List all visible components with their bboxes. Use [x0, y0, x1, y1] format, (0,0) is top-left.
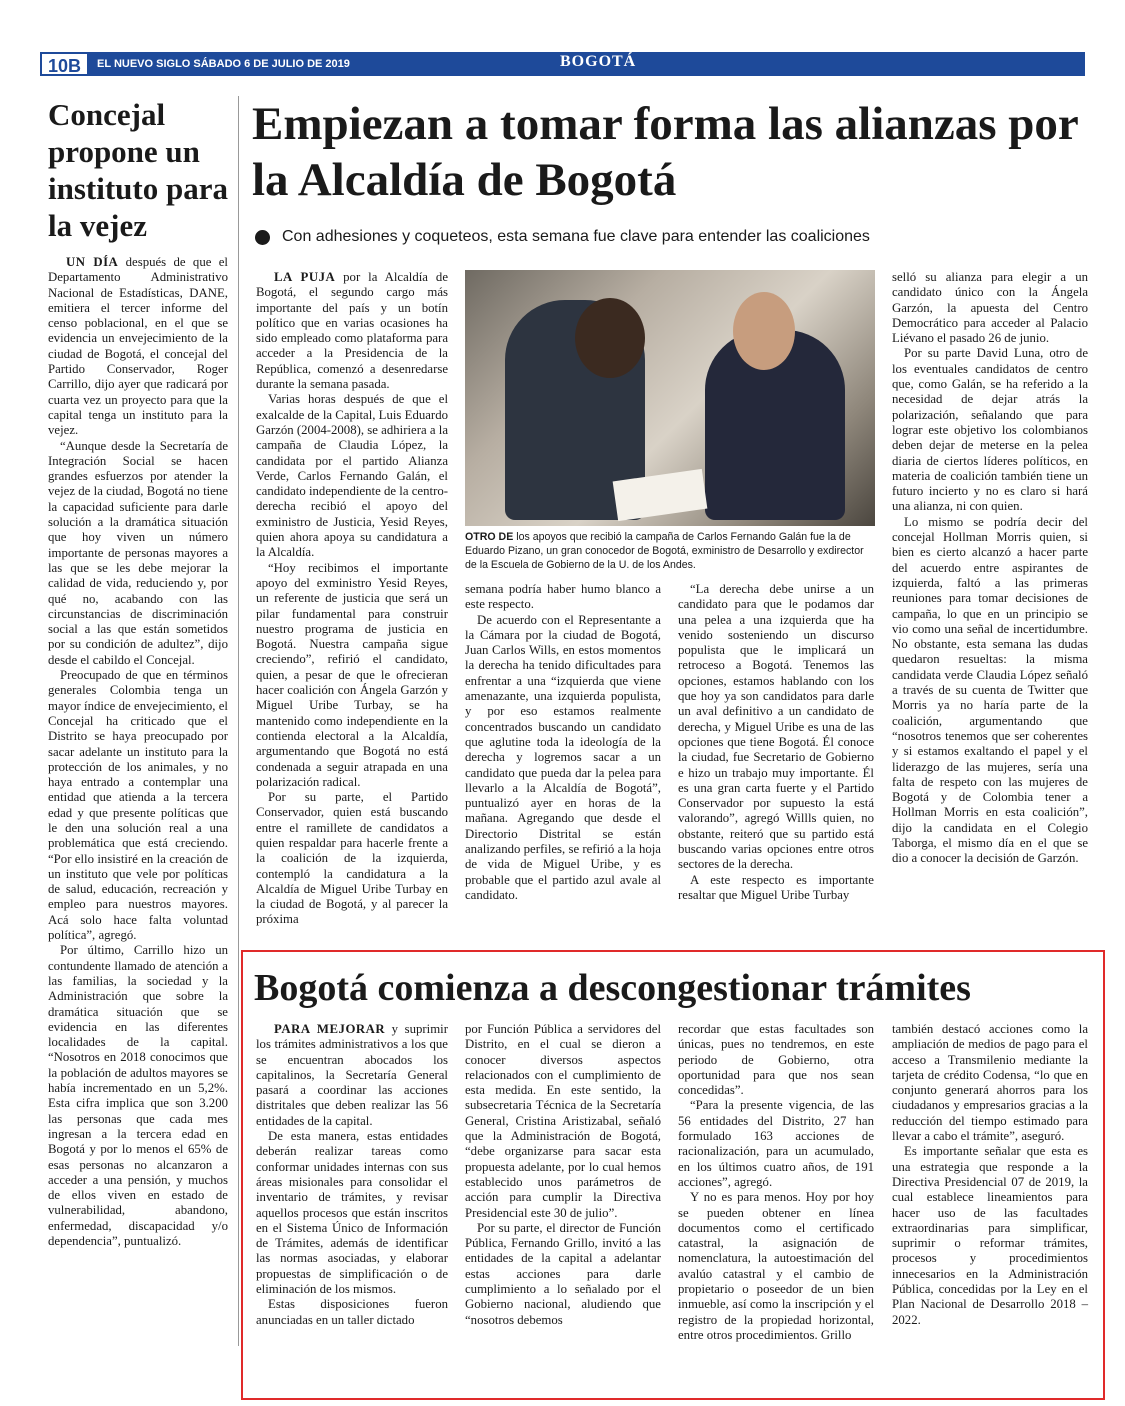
boxed-article-column-1 — [256, 1022, 448, 1328]
paragraph: Lo mismo se podría decir del concejal Hollman Morris quien, si bien es cierto alcanzó a hacer parte del acuerdo entre aspirantes de izquierda, faltó a las primeras reuniones para tomar decisiones de campaña, lo que en un principio se vio como una señal de incertidumbre. No obstante, esta semana las dudas quedaron resueltas: la misma candidata verde Claudia López señaló a través de su cuenta de Twitter que Morris ya no haría parte de la coalición, argumentando que “nosotros tenemos que ser coherentes y si estamos exaltando el papel y el liderazgo de las mujeres, sería una falta de respeto con las mujeres de Bogotá y de Colombia tener a Hollman Morris en esta coalición”, dijo la candidata en el Colegio Taborga, el mismo día en el que se dio a conocer la decisión de Garzón. — [892, 514, 1088, 866]
paragraph: De acuerdo con el Representante a la Cámara por la ciudad de Bogotá, Juan Carlos Wills, en estos momentos la derecha ha tenido dificultades para enfrentar a una “izquierda que viene amenazante, una izquierda populista, y por eso estamos realmente concentrados buscando un candidato que aglutine toda la ideología de la derecha y logremos sacar a un candidato que pueda dar la pelea para llevarlo a la Alcaldía de Bogotá”, puntualizó ayer en horas de la mañana. Agregando que desde el Directorio Distrital se están analizando perfiles, se refirió a la hoja de vida de Miguel Uribe, y es probable que el partido azul avale al candidato. — [465, 612, 661, 902]
paragraph: Preocupado de que en términos generales Colombia tenga un mayor índice de envejecimiento, el Concejal ha criticado que el Distrito se haya preocupado por sacar adelante un instituto para la protección de los animales, y no haya entrado a contemplar una entidad que atienda a la tercera edad y que presente políticas que le den una solución real a una problemática que está creciendo. “Por ello insistiré en la creación de un instituto que vele por políticas de salud, educación, recreación y empleo para nuestros mayores. Acá solo hace falta voluntad política”, agregó. — [48, 668, 228, 943]
lead-word: PARA MEJORAR — [274, 1022, 386, 1036]
caption-text: los apoyos que recibió la campaña de Carlos Fernando Galán fue la de Eduardo Pizano, un gran conocedor de Bogotá, exministro de Desarrollo y exdirector de la Escuela de Gobierno de la U. de los Andes. — [465, 531, 864, 571]
boxed-article-column-2 — [465, 1022, 661, 1328]
paragraph: Estas disposiciones fueron anunciadas en un taller dictado — [256, 1297, 448, 1327]
paragraph-text: por la Alcaldía de Bogotá, el segundo cargo más importante del país y un botín político que en varias ocasiones ha sido empleado como plataforma para acceder a la Presidencia de la República, comenzó a desenredarse durante la semana pasada. — [256, 270, 449, 392]
caption-lead: OTRO DE — [465, 531, 514, 543]
page-header — [40, 52, 1085, 76]
paragraph: Por su parte David Luna, otro de los eventuales candidatos de centro que, como Galán, se ha referido a la necesidad de dejar atrás la polarización, señalando que para lograr este objetivo los colombianos deben dejar de meterse en la pelea diaria de ciertos líderes políticos, en materia de coalición también tiene un futuro incierto y no es claro si hará una alianza, ni con quien. — [892, 346, 1088, 514]
paragraph: Por su parte, el Partido Conservador, quien está buscando entre el ramillete de candidatos a quien respaldar para hacerle frente a la coalición de la izquierda, contempló la candidatura a la Alcaldía de Miguel Uribe Turbay en la ciudad de Bogotá, y al parecer la próxima — [256, 790, 448, 927]
photo-caption — [465, 530, 877, 572]
paragraph: “Hoy recibimos el importante apoyo del exministro Yesid Reyes, un referente de justicia que será un pilar fundamental para construir nuestro programa de justicia en Bogotá. Nuestra campaña sigue creciendo”, refirió el candidato, quien, a pesar de que le ofrecieran hacer coalición con Ángela Garzón y Miguel Uribe Turbay, se ha mantenido como independiente en la contienda electoral a la Alcaldía, argumentando que Bogotá no está condenada a seguir atrapada en una polarización radical. — [256, 560, 448, 789]
person-head — [733, 292, 795, 370]
paragraph: por Función Pública a servidores del Distrito, en el cual se dieron a conocer diversos aspectos relacionados con el cumplimiento de esta medida. En este sentido, la subsecretaria Técnica de la Secretaría General, Cristina Aristizabal, señaló que la Administración de Bogotá, “debe organizarse para sacar esta propuesta adelante, por lo cual hemos establecido unos parámetros de acción para cumplir la Directiva Presidencial este 30 de julio”. — [465, 1022, 661, 1220]
main-article-column-4 — [892, 270, 1088, 867]
main-article-column-3 — [678, 582, 874, 903]
paragraph: también destacó acciones como la ampliación de medios de pago para el acceso a Transmilenio mediante la tarjeta de crédito Codensa, “lo que en conjunto generará ahorros para los ciudadanos y empresarios gracias a la reducción del tiempo estimado para llevar a cabo el trámite”, aseguró. — [892, 1022, 1088, 1144]
paragraph: semana podría haber humo blanco a este respecto. — [465, 582, 661, 612]
boxed-article-column-3 — [678, 1022, 874, 1343]
paragraph: Varias horas después de que el exalcalde de la Capital, Luis Eduardo Garzón (2004-2008), se adhiriera a la campaña de Claudia López, la candidata por el partido Alianza Verde, Carlos Fernando Galán, el candidato independiente de la centro-derecha recibió el apoyo del exministro de Justicia, Yesid Reyes, quien ahora apoya su candidatura a la Alcaldía. — [256, 392, 448, 560]
paragraph: selló su alianza para elegir a un candidato único con la Ángela Garzón, la apuesta del Centro Democrático para acceder al Palacio Liévano el pasado 26 de junio. — [892, 270, 1088, 346]
sidebar-article-title: Concejal propone un instituto para la vejez — [48, 97, 228, 243]
boxed-article-column-4 — [892, 1022, 1088, 1328]
page-number: 10B — [40, 52, 89, 76]
publication-date-line: EL NUEVO SIGLO SÁBADO 6 DE JULIO DE 2019 — [97, 58, 350, 70]
paragraph: A este respecto es importante resaltar que Miguel Uribe Turbay — [678, 872, 874, 902]
boxed-article-title: Bogotá comienza a descongestionar trámites — [254, 967, 971, 1009]
paragraph: Por último, Carrillo hizo un contundente llamado de atención a las familias, la sociedad y la Administración que sobre la dramática situación que se evidencia en las diferentes localidades de la capital. “Nosotros en 2018 conocimos que la población de adultos mayores se había incrementado en un 5,2%. Esta cifra implica que son 3.200 las personas que cada mes ingresan a la tercera edad en Bogotá y por lo menos el 65% de esas personas no alcanzaron a acceder a una pensión, y muchos de ellos viven en estado de vulnerabilidad, abandono, enfermedad, discapacidad y/o dependencia”, puntualizó. — [48, 943, 228, 1248]
paragraph: Es importante señalar que esta es una estrategia que responde a la Directiva Presidencial 07 de 2019, la cual establece lineamientos para hacer uso de las facultades extraordinarias para simplificar, suprimir o reformar trámites, procesos y procedimientos innecesarios en la Administración Pública, concedidas por la Ley en el Plan Nacional de Desarrollo 2018 – 2022. — [892, 1144, 1088, 1327]
article-photo — [465, 270, 875, 526]
paragraph — [256, 1022, 448, 1129]
main-article-column-2 — [465, 582, 661, 903]
sidebar-article-body — [48, 255, 228, 1249]
paragraph: Por su parte, el director de Función Pública, Fernando Grillo, invitó a las entidades de la capital a adelantar estas acciones para darle cumplimiento a lo señalado por el Gobierno nacional, aludiendo que “nosotros debemos — [465, 1220, 661, 1327]
paragraph-text: y suprimir los trámites administrativos a los que se encuentran abocados los capitalinos, la Secretaría General pasará a coordinar las acciones distritales que deben realizar las 56 entidades de la capital. — [256, 1022, 448, 1128]
main-article-subtitle — [255, 228, 870, 246]
subtitle-text: Con adhesiones y coqueteos, esta semana fue clave para entender las coaliciones — [282, 228, 870, 245]
paragraph: “La derecha debe unirse a un candidato para que le podamos dar una pelea a una izquierda que ha venido sosteniendo un discurso populista que le implicará un retroceso a Bogotá. Tenemos las opciones, estamos hablando con los que hoy ya son candidatos para darle un aval definitivo a un candidato de derecha, y Miguel Uribe es una de las opciones que tiene Bogotá. Él conoce la ciudad, fue Secretario de Gobierno e hizo un trabajo muy importante. Él es una gran carta fuerte y el Partido Conservador por supuesto la está valorando”, agregó Willls quien, no obstante, reiteró que su partido está buscando varias opciones entre otros sectores de la derecha. — [678, 582, 874, 872]
lead-word: LA PUJA — [274, 270, 336, 284]
paragraph: De esta manera, estas entidades deberán realizar tareas como conformar unidades internas con sus áreas misionales para consolidar el inventario de trámites, y revisar aquellos procesos que están inscritos en el Sistema Único de Información de Trámites, además de identificar las normas asociadas, y elaborar propuestas de simplificación o de eliminación de los mismos. — [256, 1129, 448, 1297]
paragraph — [256, 270, 448, 392]
paragraph-text: después de que el Departamento Administrativo Nacional de Estadísticas, DANE, emitiera el tercer informe del censo poblacional, en el que se evidencia un envejecimiento de la ciudad de Bogotá, el concejal del Partido Conservador, Roger Carrillo, dijo ayer que radicará por cuarta vez un proyecto para que la capital tenga un instituto para la vejez. — [48, 255, 228, 438]
paragraph: “Para la presente vigencia, de las 56 entidades del Distrito, 27 han formulado 163 acciones de racionalización, para un acumulado, en los últimos cuatro años, de 191 acciones”, agregó. — [678, 1098, 874, 1189]
bullet-icon — [255, 230, 270, 245]
lead-word: UN DÍA — [66, 255, 119, 269]
paragraph: recordar que estas facultades son únicas, pues no tendremos, en este periodo de Gobierno, otra oportunidad para que nos sean concedidas”. — [678, 1022, 874, 1098]
paragraph — [48, 255, 228, 439]
column-divider — [238, 96, 239, 1346]
main-article-title: Empiezan a tomar forma las alianzas por la Alcaldía de Bogotá — [252, 98, 1078, 206]
section-title: BOGOTÁ — [560, 53, 637, 70]
paragraph: Y no es para menos. Hoy por hoy se pueden obtener en línea documentos como el certificado catastral, la asignación de nomenclatura, la autoestimación del avalúo catastral y el cambio de propietario o poseedor de un bien inmueble, así como la inscripción y el registro de la propiedad horizontal, entre otros procedimientos. Grillo — [678, 1190, 874, 1342]
person-head — [575, 298, 645, 378]
main-article-column-1 — [256, 270, 448, 928]
paragraph: “Aunque desde la Secretaría de Integración Social se hacen grandes esfuerzos por atender la vejez de la ciudad, Bogotá no tiene la capacidad suficiente para darle solución a la dramática situación que hoy viven un número importante de personas mayores a las que se les debe mejorar la calidad de vida, reduciendo y, por qué no, acabando con las circunstancias de discriminación social a las que están sometidos por su condición de adultez”, dijo desde el cabildo el Concejal. — [48, 438, 228, 667]
